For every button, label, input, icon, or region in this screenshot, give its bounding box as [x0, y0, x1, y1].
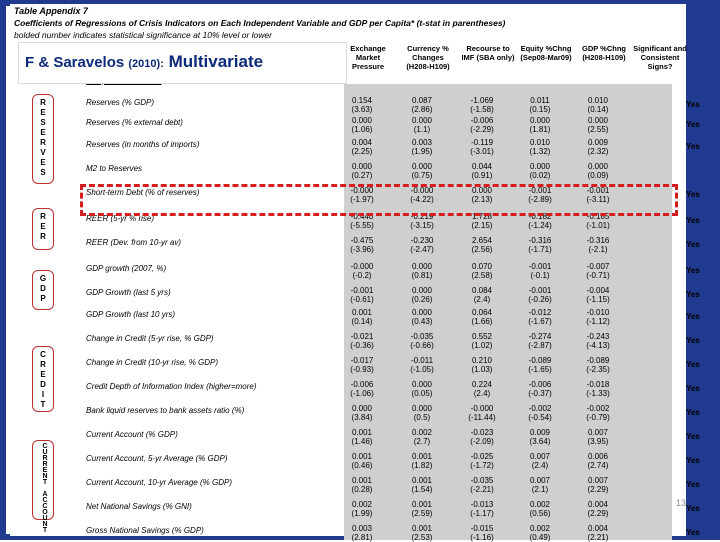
table-cell: -0.316 (-2.1) [586, 236, 610, 254]
table-cell: 0.000 (2.55) [587, 116, 609, 134]
col-header-emp: Exchange Market Pressure [350, 44, 386, 71]
table-cell: 0.000 (0.81) [411, 262, 433, 280]
table-cell: 0.087 (2.86) [411, 96, 433, 114]
table-cell: -0.001 (-0.61) [350, 286, 374, 304]
row-label: Reserves (in months of imports) [86, 140, 200, 149]
table-cell: 0.001 (0.46) [351, 452, 373, 470]
slide-title-main: F & Saravelos [25, 54, 129, 71]
table-cell: -0.119 (-3.01) [470, 138, 494, 156]
col-header-significant: Significant and Consistent Signs? [633, 44, 687, 71]
table-title: Table Appendix 7 [14, 6, 88, 16]
table-cell: -0.035 (-0.66) [410, 332, 434, 350]
col-header-gdp: GDP %Chng (H208-H109) [581, 44, 627, 62]
table-cell: -0.002 (-0.54) [528, 404, 552, 422]
table-cell: 0.004 (2.25) [351, 138, 373, 156]
row-label: GDP Growth (last 10 yrs) [86, 310, 176, 319]
table-cell: 0.002 (0.49) [529, 524, 551, 542]
highlight-short-term-debt [80, 184, 678, 216]
table-cell: 0.004 (2.21) [587, 524, 609, 542]
col-header-equity: Equity %Chng (Sep08-Mar09) [520, 44, 572, 62]
table-cell: 0.001 (1.82) [411, 452, 433, 470]
row-label: M2 to Reserves [86, 164, 143, 173]
significance-flag: Yes [686, 360, 700, 369]
table-cell: 0.064 (1.66) [471, 308, 493, 326]
significance-flag: Yes [686, 456, 700, 465]
table-cell: -0.182 (-1.24) [528, 212, 552, 230]
row-label: REER (Dev. from 10-yr av) [86, 238, 181, 247]
significance-flag: Yes [686, 432, 700, 441]
table-cell: -0.089 (-1.65) [528, 356, 552, 374]
table-cell: -0.004 (-1.15) [586, 286, 610, 304]
significance-flag: Yes [686, 528, 700, 537]
table-cell: -0.021 (-0.36) [350, 332, 374, 350]
significance-flag: Yes [686, 480, 700, 489]
row-label: Current Account (% GDP) [86, 430, 178, 439]
row-label: GDP Growth (last 5 yrs) [86, 288, 171, 297]
significance-flag: Yes [686, 336, 700, 345]
row-label: Short-term Debt (% of reserves) [86, 188, 200, 197]
table-cell: -0.000 (-4.22) [410, 186, 434, 204]
table-cell: -0.219 (-3.15) [410, 212, 434, 230]
significance-flag: Yes [686, 190, 700, 199]
table-cell: 0.011 (0.15) [529, 96, 551, 114]
table-cell: 0.001 (0.28) [351, 476, 373, 494]
table-cell: -0.243 (-4.13) [586, 332, 610, 350]
table-cell: 0.224 (2.4) [471, 380, 493, 398]
table-note: bolded number indicates statistical significance at 10% level or lower [14, 30, 272, 40]
table-cell: -0.023 (-2.09) [470, 428, 494, 446]
significance-flag: Yes [686, 504, 700, 513]
slide-page [10, 4, 700, 542]
table-cell: -0.089 (-2.35) [586, 356, 610, 374]
table-cell: 0.010 (0.14) [587, 96, 609, 114]
table-cell: 0.000 (3.84) [351, 404, 373, 422]
row-label: Reserves (% GDP) [86, 98, 155, 107]
table-cell: -0.000 (-1.97) [350, 186, 374, 204]
group-letters-rer: R E R [40, 212, 46, 241]
table-caption: Coefficients of Regressions of Crisis Indicators on Each Independent Variable and GDP per Capita* (t-stat in parentheses) [14, 18, 506, 28]
table-cell: -0.316 (-1.71) [528, 236, 552, 254]
table-cell: 0.009 (2.32) [587, 138, 609, 156]
slide-border-left [0, 0, 6, 540]
table-cell: 0.552 (1.02) [471, 332, 493, 350]
table-cell: 2.654 (2.56) [471, 236, 493, 254]
row-label: Reserves (% external debt) [86, 118, 183, 127]
page-number: 13 [676, 498, 687, 508]
row-label: Current Account, 10-yr Average (% GDP) [86, 478, 232, 487]
table-cell: -0.006 (-1.06) [350, 380, 374, 398]
table-cell: -0.025 (-1.72) [470, 452, 494, 470]
table-cell: 1.728 (2.15) [471, 212, 493, 230]
slide-title [18, 42, 347, 84]
row-label: Bank liquid reserves to bank assets ratio (%) [86, 406, 245, 415]
table-cell: -0.001 (-0.1) [528, 262, 552, 280]
row-label: Change in Credit (5-yr rise, % GDP) [86, 334, 214, 343]
significance-flag: Yes [686, 240, 700, 249]
table-cell: 0.000 (0.75) [411, 162, 433, 180]
row-label: Gross National Savings (% GDP) [86, 526, 204, 535]
table-cell: -1.069 (-1.58) [470, 96, 494, 114]
table-cell: 0.001 (0.14) [351, 308, 373, 326]
table-cell: 0.007 (2.4) [529, 452, 551, 470]
table-cell: 0.004 (2.29) [587, 500, 609, 518]
row-label: GDP growth (2007, %) [86, 264, 167, 273]
table-cell: 0.070 (2.58) [471, 262, 493, 280]
significance-flag: Yes [686, 290, 700, 299]
group-letters-current-account: C U R R E N T A C C O U N T [42, 443, 48, 534]
table-cell: -0.475 (-3.96) [350, 236, 374, 254]
row-label: Net National Savings (% GNI) [86, 502, 192, 511]
table-cell: -0.274 (-2.87) [528, 332, 552, 350]
table-cell: 0.003 (2.81) [351, 524, 373, 542]
row-label: Current Account, 5-yr Average (% GDP) [86, 454, 228, 463]
significance-flag: Yes [686, 384, 700, 393]
table-cell: 0.001 (2.53) [411, 524, 433, 542]
table-cell: -0.001 (-3.11) [586, 186, 610, 204]
table-cell: -0.018 (-1.33) [586, 380, 610, 398]
significance-flag: Yes [686, 312, 700, 321]
table-cell: -0.185 (-1.01) [586, 212, 610, 230]
significance-flag: Yes [686, 142, 700, 151]
table-cell: 0.002 (1.99) [351, 500, 373, 518]
table-cell: 0.002 (2.7) [411, 428, 433, 446]
table-cell: -0.035 (-2.21) [470, 476, 494, 494]
slide-title-year: (2010): [128, 58, 164, 70]
table-cell: 0.000 (1.06) [351, 116, 373, 134]
table-cell: -0.230 (-2.47) [410, 236, 434, 254]
row-label: Credit Depth of Information Index (higher=more) [86, 382, 257, 391]
table-cell: 0.000 (0.43) [411, 308, 433, 326]
table-cell: -0.007 (-0.71) [586, 262, 610, 280]
table-cell: -0.006 (-0.37) [528, 380, 552, 398]
table-cell: 0.002 (0.56) [529, 500, 551, 518]
group-letters-gdp: G D P [39, 274, 47, 303]
table-cell: -0.000 (-0.2) [350, 262, 374, 280]
table-cell: -0.000 (-11.44) [468, 404, 496, 422]
table-cell: 0.000 (0.09) [587, 162, 609, 180]
row-label: Change in Credit (10-yr rise, % GDP) [86, 358, 219, 367]
table-cell: 0.154 (3.63) [351, 96, 373, 114]
table-cell: 0.001 (2.59) [411, 500, 433, 518]
significance-flag: Yes [686, 266, 700, 275]
col-header-currency: Currency % Changes (H208-H109) [406, 44, 450, 71]
table-cell: 0.000 (1.1) [411, 116, 433, 134]
table-cell: 0.000 (0.02) [529, 162, 551, 180]
col-header-imf: Recourse to IMF (SBA only) [461, 44, 515, 62]
group-letters-credit: C R E D I T [40, 350, 46, 409]
table-cell: 0.044 (0.91) [471, 162, 493, 180]
table-cell: 0.003 (1.95) [411, 138, 433, 156]
table-cell: -0.017 (-0.93) [350, 356, 374, 374]
table-cell: 0.007 (3.95) [587, 428, 609, 446]
table-cell: -0.440 (-5.55) [350, 212, 374, 230]
table-cell: -0.001 (-0.26) [528, 286, 552, 304]
slide-title-label: Multivariate [163, 52, 264, 71]
table-cell: 0.000 (0.5) [411, 404, 433, 422]
significance-flag: Yes [686, 120, 700, 129]
table-cell: 0.007 (2.1) [529, 476, 551, 494]
table-cell: -0.010 (-1.12) [586, 308, 610, 326]
table-cell: 0.010 (1.32) [529, 138, 551, 156]
column-headers [340, 44, 686, 78]
table-cell: -0.001 (-2.89) [528, 186, 552, 204]
table-cell: -0.006 (-2.29) [470, 116, 494, 134]
table-cell: 0.000 (2.13) [471, 186, 493, 204]
group-letters-reserves: R E S E R V E S [40, 98, 46, 177]
table-cell: 0.000 (0.27) [351, 162, 373, 180]
table-cell: 0.000 (1.81) [529, 116, 551, 134]
table-cell: -0.012 (-1.67) [528, 308, 552, 326]
table-cell: -0.013 (-1.17) [470, 500, 494, 518]
table-cell: -0.002 (-0.79) [586, 404, 610, 422]
table-cell: 0.001 (1.54) [411, 476, 433, 494]
significance-flag: Yes [686, 100, 700, 109]
table-cell: 0.006 (2.74) [587, 452, 609, 470]
significance-flag: Yes [686, 408, 700, 417]
row-label: REER (5-yr % rise) [86, 214, 155, 223]
table-cell: 0.001 (1.46) [351, 428, 373, 446]
table-cell: 0.210 (1.03) [471, 356, 493, 374]
table-cell: 0.000 (0.05) [411, 380, 433, 398]
table-cell: 0.000 (0.26) [411, 286, 433, 304]
significance-flag: Yes [686, 216, 700, 225]
table-cell: -0.015 (-1.16) [470, 524, 494, 542]
table-cell: -0.011 (-1.05) [410, 356, 434, 374]
table-cell: 0.007 (2.29) [587, 476, 609, 494]
table-cell: 0.084 (2.4) [471, 286, 493, 304]
table-cell: 0.009 (3.64) [529, 428, 551, 446]
